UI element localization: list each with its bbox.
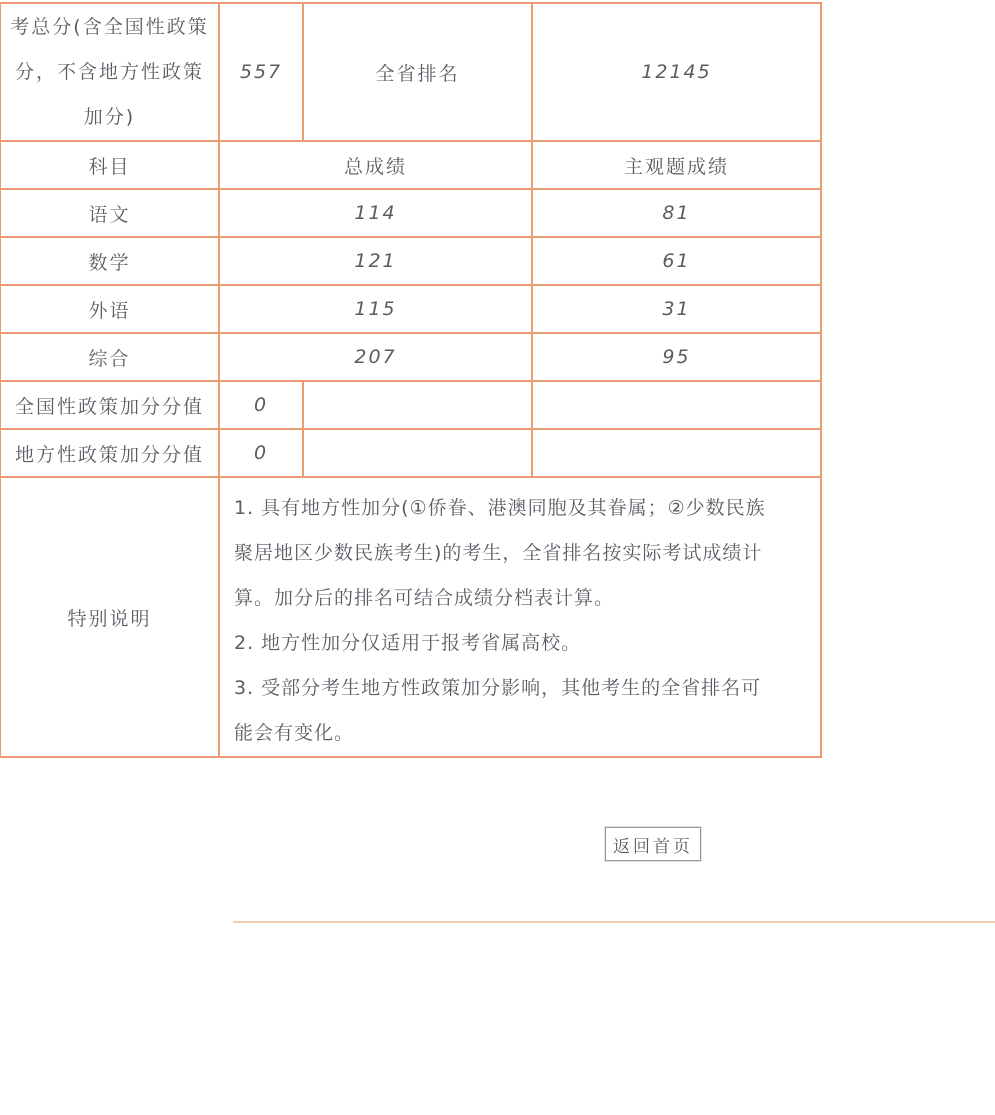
special-notes-text-cell (219, 477, 821, 757)
subject-subjective-score: 81 (532, 189, 821, 237)
local-bonus-value: 0 (219, 429, 303, 477)
empty-cell (532, 429, 821, 477)
footer-divider (233, 921, 995, 923)
subjective-column-header: 主观题成绩 (532, 141, 821, 189)
note-line-4: 2. 地方性加分仅适用于报考省属高校。 (234, 632, 582, 654)
subject-total-score: 207 (219, 333, 532, 381)
empty-cell (532, 381, 821, 429)
subject-row-math (0, 237, 821, 285)
note-line-3: 算。加分后的排名可结合成绩分档表计算。 (234, 587, 615, 609)
local-bonus-label: 地方性政策加分分值 (0, 429, 219, 477)
empty-cell (303, 429, 532, 477)
subject-subjective-score: 61 (532, 237, 821, 285)
province-rank-value: 12145 (532, 3, 821, 141)
subject-name: 数学 (0, 237, 219, 285)
local-bonus-row (0, 429, 821, 477)
subject-name: 外语 (0, 285, 219, 333)
note-line-2: 聚居地区少数民族考生)的考生，全省排名按实际考试成绩计 (234, 542, 763, 564)
subject-subjective-score: 31 (532, 285, 821, 333)
total-score-label-line2: 分，不含地方性政策 (14, 60, 204, 83)
subject-row-foreign-language (0, 285, 821, 333)
total-score-label-cell (0, 3, 219, 141)
subject-total-score: 115 (219, 285, 532, 333)
subject-row-comprehensive (0, 333, 821, 381)
note-line-1: 1. 具有地方性加分(①侨眷、港澳同胞及其眷属；②少数民族 (234, 497, 766, 519)
subject-total-score: 114 (219, 189, 532, 237)
total-score-label-line1: 考总分(含全国性政策 (10, 15, 209, 38)
province-rank-label: 全省排名 (303, 3, 532, 141)
national-bonus-label: 全国性政策加分分值 (0, 381, 219, 429)
national-bonus-row (0, 381, 821, 429)
special-notes-row (0, 477, 821, 757)
subject-total-score: 121 (219, 237, 532, 285)
total-score-value: 557 (219, 3, 303, 141)
total-column-header: 总成绩 (219, 141, 532, 189)
special-notes-label: 特别说明 (0, 477, 219, 757)
empty-cell (303, 381, 532, 429)
column-header-row (0, 141, 821, 189)
score-table (0, 2, 822, 758)
total-score-label-line3: 加分) (83, 105, 136, 128)
subject-name: 综合 (0, 333, 219, 381)
total-score-row (0, 3, 821, 141)
subject-subjective-score: 95 (532, 333, 821, 381)
subject-column-header: 科目 (0, 141, 219, 189)
back-home-button[interactable]: 返回首页 (605, 827, 701, 861)
note-line-6: 能会有变化。 (234, 722, 355, 744)
subject-row-chinese (0, 189, 821, 237)
note-line-5: 3. 受部分考生地方性政策加分影响，其他考生的全省排名可 (234, 677, 762, 699)
national-bonus-value: 0 (219, 381, 303, 429)
subject-name: 语文 (0, 189, 219, 237)
